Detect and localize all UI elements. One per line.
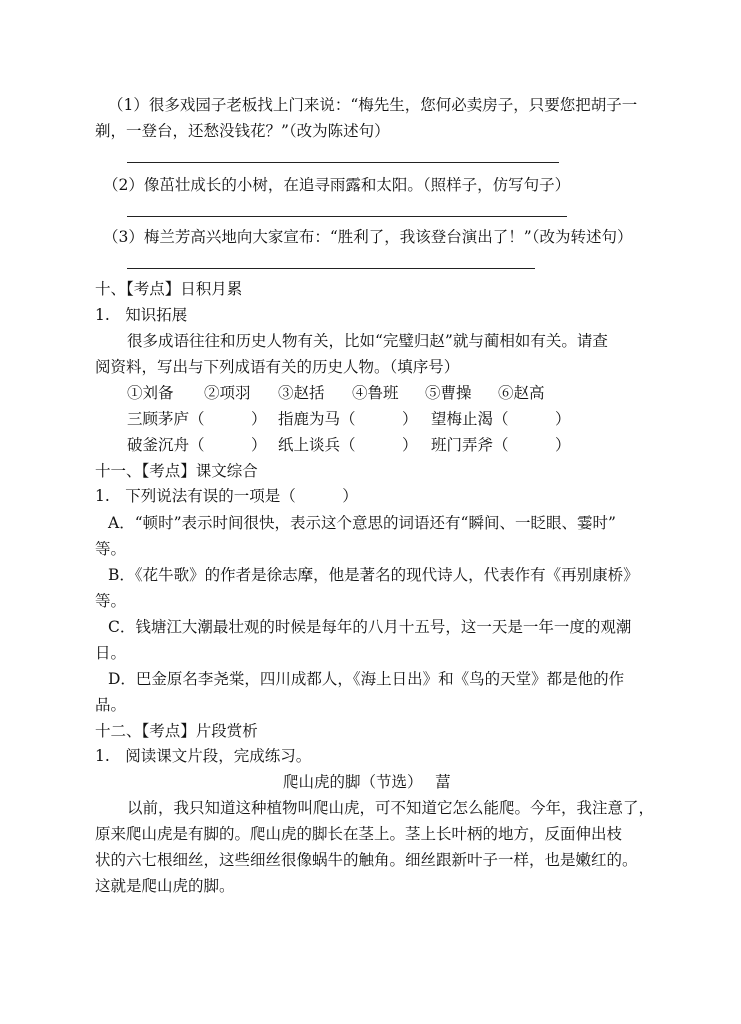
section10-intro-line2: 阅资料，写出与下列成语有关的历史人物。（填序号） [95,358,460,376]
section10-q1-title: 1. 知识拓展 [95,306,188,324]
section10-intro-line1: 很多成语往往和历史人物有关，比如“完璧归赵”就与蔺相如有关。请查 [127,332,608,350]
person-option: ④鲁班 [352,384,399,402]
answer-line-2[interactable] [127,216,567,217]
option-c-line2: 日。 [95,644,127,662]
person-option: ①刘备 [127,384,174,402]
person-option: ⑤曹操 [425,384,472,402]
passage-line: 状的六七根细丝，这些细丝很像蜗牛的触角。细丝跟新叶子一样，也是嫩红的。 [95,851,638,869]
section12-heading: 十二、【考点】片段赏析 [95,722,258,740]
answer-line-1[interactable] [127,162,559,163]
option-b-line2: 等。 [95,592,127,610]
option-a-line1[interactable]: A．“顿时”表示时间很快，表示这个意思的词语还有“瞬间、一眨眼、霎时” [108,514,616,532]
option-d-line2: 品。 [95,696,127,714]
option-c-line1[interactable]: C．钱塘江大潮最壮观的时候是每年的八月十五号，这一天是一年一度的观潮 [108,618,632,636]
idiom-blank[interactable]: 纸上谈兵（ ） [278,436,418,454]
person-option: ⑥赵高 [498,384,545,402]
q-item3: （3）梅兰芳高兴地向大家宣布：“胜利了，我该登台演出了！”（改为转述句） [103,228,633,246]
section12-q1: 1. 阅读课文片段，完成练习。 [95,747,312,765]
option-b-line1[interactable]: B．《花牛歌》的作者是徐志摩，他是著名的现代诗人，代表作有《再别康桥》 [108,566,639,584]
idiom-blank[interactable]: 望梅止渴（ ） [431,410,571,428]
option-d-line1[interactable]: D．巴金原名李尧棠，四川成都人，《海上日出》和《鸟的天堂》都是他的作 [108,670,625,688]
passage-line: 这就是爬山虎的脚。 [95,877,235,895]
q-item1-line2: 剃，一登台，还愁没钱花？”（改为陈述句） [95,122,390,140]
passage-line: 原来爬山虎是有脚的。爬山虎的脚长在茎上。茎上长叶柄的地方，反面伸出枝 [95,825,623,843]
idiom-blank[interactable]: 指鹿为马（ ） [278,410,418,428]
idiom-blank[interactable]: 三顾茅庐（ ） [127,410,267,428]
option-a-line2: 等。 [95,540,127,558]
person-option: ③赵括 [278,384,325,402]
idiom-blank[interactable]: 破釜沉舟（ ） [127,436,267,454]
answer-line-3[interactable] [127,268,535,269]
section11-heading: 十一、【考点】课文综合 [95,462,258,480]
passage-title: 爬山虎的脚（节选） 葍 [283,773,451,791]
q-item2: （2）像茁壮成长的小树，在追寻雨露和太阳。（照样子，仿写句子） [103,176,571,194]
q-item1-line1: （1）很多戏园子老板找上门来说：“梅先生，您何必卖房子，只要您把胡子一 [108,96,638,114]
idiom-blank[interactable]: 班门弄斧（ ） [431,436,571,454]
passage-line: 以前，我只知道这种植物叫爬山虎，可不知道它怎么能爬。今年，我注意了， [127,799,655,817]
section10-heading: 十、【考点】日积月累 [95,280,243,298]
person-option: ②项羽 [204,384,251,402]
section11-q1: 1. 下列说法有误的一项是（ ） [95,487,358,505]
